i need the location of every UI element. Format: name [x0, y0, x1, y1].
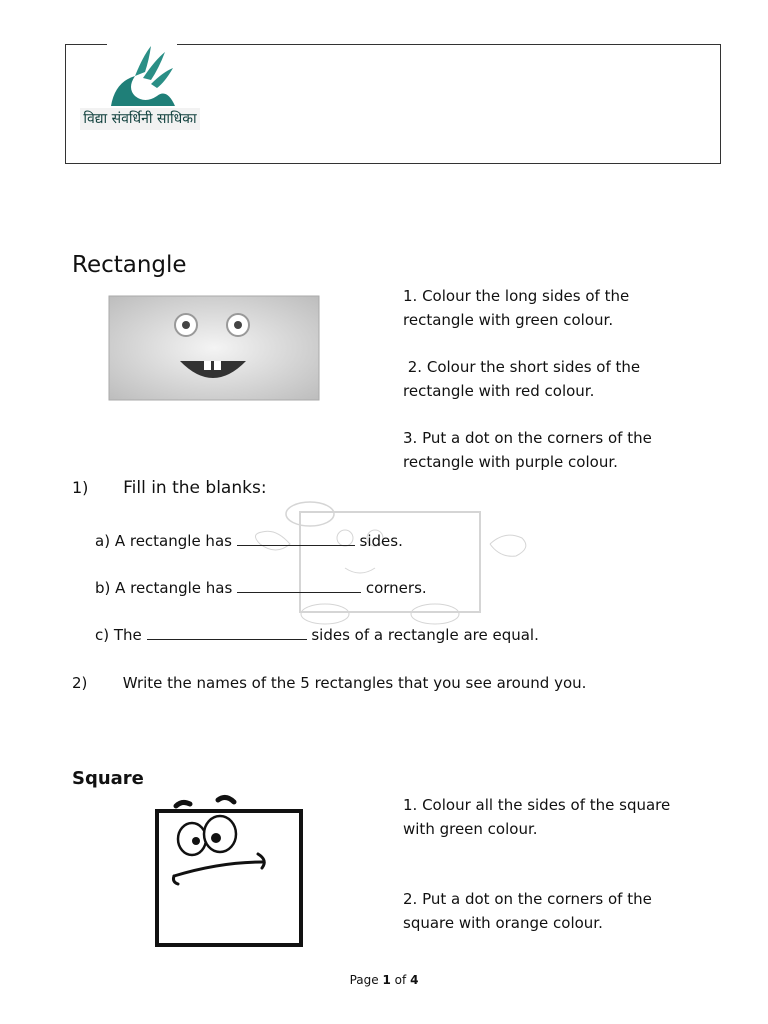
- question-number: 1): [72, 478, 89, 497]
- blank-item-a: [95, 531, 403, 550]
- item-text-before: A rectangle has: [114, 532, 232, 550]
- instruction-line: 3. Put a dot on the corners of the: [403, 429, 652, 447]
- question-2: [72, 674, 586, 692]
- instruction-line: rectangle with green colour.: [403, 311, 614, 329]
- item-text-after: sides of a rectangle are equal.: [311, 626, 539, 644]
- rect-instruction-2: [403, 355, 640, 403]
- item-label: a): [95, 532, 111, 550]
- instruction-line: 2. Put a dot on the corners of the: [403, 890, 652, 908]
- instruction-line: rectangle with red colour.: [403, 382, 595, 400]
- blank-item-c: [95, 625, 539, 644]
- footer-current-page: 1: [382, 973, 391, 987]
- instruction-line: rectangle with purple colour.: [403, 453, 618, 471]
- blank-item-b: [95, 578, 427, 597]
- item-text-before: A rectangle has: [115, 579, 233, 597]
- rectangle-face-image: [108, 295, 320, 401]
- logo-caption: विद्या संवर्धिनी साधिका: [80, 108, 200, 130]
- blank-field[interactable]: [147, 625, 307, 640]
- rect-instruction-1: [403, 284, 629, 332]
- footer-prefix: Page: [349, 973, 379, 987]
- rectangle-title: Rectangle: [72, 252, 187, 278]
- footer-total-pages: 4: [410, 973, 419, 987]
- item-text-after: corners.: [365, 579, 427, 597]
- item-text-after: sides.: [359, 532, 403, 550]
- instruction-line: 1. Colour the long sides of the: [403, 287, 630, 305]
- instruction-line: 1. Colour all the sides of the square: [403, 796, 671, 814]
- blank-field[interactable]: [237, 578, 361, 593]
- page-footer: [0, 973, 768, 987]
- square-face-image: [150, 792, 310, 954]
- square-instruction-2: [403, 887, 652, 935]
- question-text: Write the names of the 5 rectangles that you see around you.: [122, 674, 587, 692]
- item-label: b): [95, 579, 111, 597]
- footer-of: of: [394, 973, 407, 987]
- rect-instruction-3: [403, 426, 652, 474]
- item-label: c): [95, 626, 110, 644]
- logo-hand-icon: [105, 42, 183, 112]
- square-instruction-1: [403, 793, 670, 841]
- question-number: 2): [72, 674, 88, 692]
- square-title: Square: [72, 768, 144, 789]
- instruction-line: square with orange colour.: [403, 914, 603, 932]
- instruction-line: 2. Colour the short sides of the: [403, 358, 641, 376]
- question-1: [72, 478, 267, 498]
- item-text-before: The: [113, 626, 142, 644]
- blank-field[interactable]: [237, 531, 355, 546]
- cartoon-rectangle-watermark: [250, 498, 535, 628]
- instruction-line: with green colour.: [403, 820, 538, 838]
- question-text: Fill in the blanks:: [123, 478, 267, 498]
